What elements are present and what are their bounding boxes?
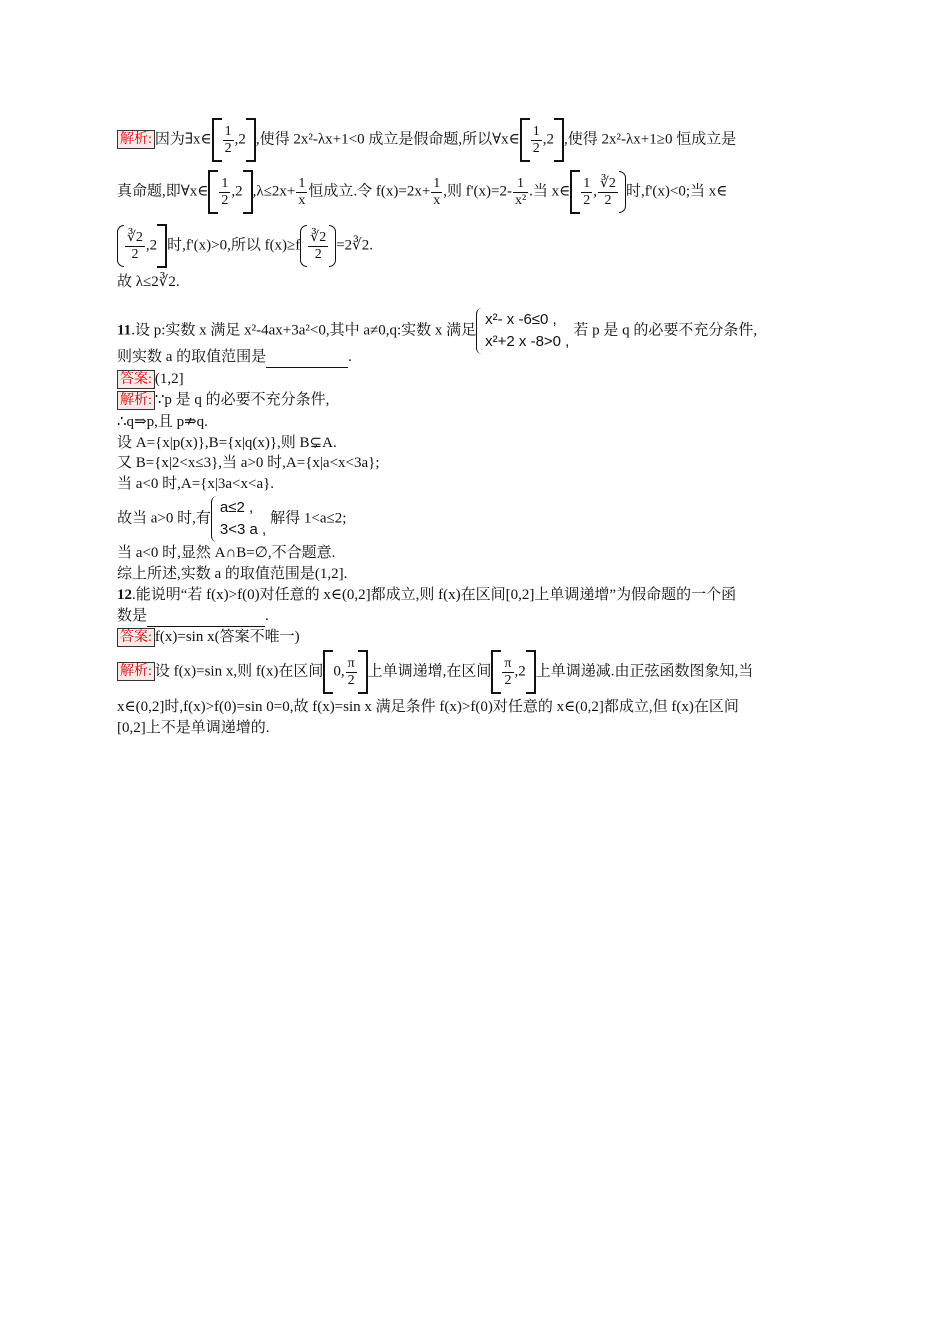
p10-line-1: 解析: 因为∃x∈ $\frac{1}{2}$ ,2 ,使得 2x²-λx+1<0 成立是假命题,所以∀x∈ $\frac{1}{2}$ ,2 ,使得 2x²-λx+1≥0 恒成立是 [117,118,736,162]
fraction-one-half: $\frac{1}{2}$ [224,123,232,156]
q12-answer: 答案: f(x)=sin x(答案不唯一) [117,627,300,647]
p10-line-2: 真命题,即∀x∈ $\frac{1}{2}$ ,2 ,λ≤2x+ $\frac{1}{x}$ 恒成立.令 f(x)=2x+ $\frac{1}{x}$ ,则 f'(x)=2- $\frac{1}{\text{x²}}$ .当 x∈ $\frac{1}{2}$ , $\frac{∛2}{2}$ 时,f'(x)<0;当 x∈ [117,170,727,214]
q12-analysis-1: 解析: 设 f(x)=sin x,则 f(x)在区间 0, $\frac{\pi}{2}$ 上单调递增,在区间 $\frac{\pi}{2}$ ,2 上单调递减.由正弦函数图象知,当 [117,650,753,694]
bracket-right [554,118,564,162]
p10-line-3: $\frac{∛2}{2}$ ,2 时,f'(x)>0,所以 f(x)≥f $\frac{∛2}{2}$ =2∛2. [117,224,373,268]
answer-blank [266,347,348,368]
q11-analysis-4: 又 B={x|2<x≤3},当 a>0 时,A={x|a<x<3a}; [117,455,380,471]
fraction-one-over-x: $\frac{1}{x}$ [433,175,441,208]
q11-analysis-3: 设 A={x|p(x)},B={x|q(x)},则 B⊊A. [117,435,337,451]
q11-analysis-8: 综上所述,实数 a 的取值范围是(1,2]. [117,566,348,582]
fraction-pi-over-2: $\frac{\pi}{2}$ [347,655,355,688]
answer-tag: 答案: [117,628,155,647]
bracket-left [520,118,530,162]
fraction-cbrt2-over-2: $\frac{∛2}{2}$ [310,229,327,262]
fraction-pi-over-2: $\frac{\pi}{2}$ [504,655,512,688]
fraction-one-half: $\frac{1}{2}$ [221,175,229,208]
question-number: 12 [117,587,132,603]
q12-stem: 12.能说明“若 f(x)>f(0)对任意的 x∈(0,2]都成立,则 f(x)在区间[0,2]上单调递增”为假命题的一个函 [117,587,737,603]
q11-analysis-7: 当 a<0 时,显然 A∩B=∅,不合题意. [117,545,336,561]
fraction-one-half: $\frac{1}{2}$ [583,175,591,208]
p10-line-4: 故 λ≤2∛2. [117,274,180,290]
q11-analysis-1: 解析: ∵p 是 q 的必要不充分条件, [117,390,329,410]
inequality-system: x²- x -6≤0 , x²+2 x -8>0 , [476,308,573,354]
fraction-one-over-x: $\frac{1}{x}$ [298,175,306,208]
q12-stem-2: 数是 . [117,606,269,627]
q12-analysis-2: x∈(0,2]时,f(x)>f(0)=sin 0=0,故 f(x)=sin x 满足条件 f(x)>f(0)对任意的 x∈(0,2]都成立,但 f(x)在区间 [117,699,739,715]
q12-analysis-3: [0,2]上不是单调递增的. [117,720,270,736]
bracket-right [246,118,256,162]
q11-analysis-6: 故当 a>0 时,有 a≤2 , 3<3 a , 解得 1<a≤2; [117,496,346,542]
question-number: 11 [117,322,132,339]
analysis-tag: 解析: [117,130,155,149]
q11-analysis-5: 当 a<0 时,A={x|3a<x<a}. [117,476,275,492]
fraction-cbrt2-over-2: $\frac{∛2}{2}$ [127,229,143,262]
fraction-cbrt2-over-2: $\frac{∛2}{2}$ [600,175,616,208]
fraction-one-half: $\frac{1}{2}$ [532,123,540,156]
answer-tag: 答案: [117,370,155,389]
bracket-left [212,118,222,162]
analysis-tag: 解析: [117,391,155,410]
q11-stem-2: 则实数 a 的取值范围是 . [117,347,352,368]
q11-answer: 答案: (1,2] [117,369,184,389]
q11-stem: 11.设 p:实数 x 满足 x²-4ax+3a²<0,其中 a≠0,q:实数 x 满足 x²- x -6≤0 , x²+2 x -8>0 , 若 p 是 q 的必要不充分条件, [117,308,757,354]
inequality-system: a≤2 , 3<3 a , [211,496,270,542]
fraction-one-over-x-squared: $\frac{1}{\text{x²}}$ [514,175,527,208]
q11-analysis-2: ∴q⇒p,且 p⇏q. [117,414,208,430]
analysis-tag: 解析: [117,662,155,681]
answer-blank [147,606,265,627]
